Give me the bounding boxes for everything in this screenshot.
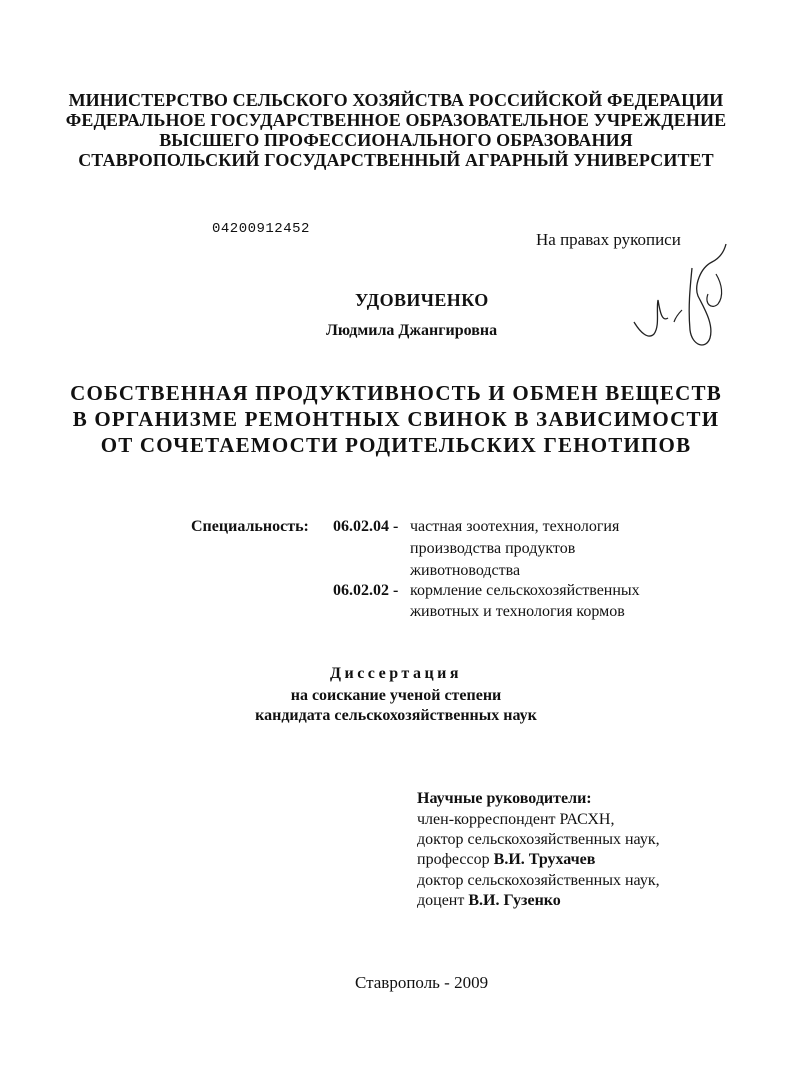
supervisor-2-line (417, 891, 561, 911)
supervisor-2-name: В.И. Гузенко (468, 892, 561, 909)
institution-line-2: ВЫСШЕГО ПРОФЕССИОНАЛЬНОГО ОБРАЗОВАНИЯ (159, 130, 633, 150)
dissertation-heading: Диссертация (329, 665, 463, 682)
specialty-desc-2-line-1: кормление сельскохозяйственных (410, 582, 640, 599)
ministry-line: МИНИСТЕРСТВО СЕЛЬСКОГО ХОЗЯЙСТВА РОССИЙСКОЙ ФЕДЕРАЦИИ (68, 90, 724, 110)
supervisors-heading: Научные руководители: (417, 790, 592, 807)
supervisor-1-degree: доктор сельскохозяйственных наук, (417, 831, 660, 848)
institution-line-1: ФЕДЕРАЛЬНОЕ ГОСУДАРСТВЕННОЕ ОБРАЗОВАТЕЛЬНОЕ УЧРЕЖДЕНИЕ (65, 110, 727, 130)
specialty-desc-1-line-3: животноводства (410, 562, 521, 579)
supervisor-2-rank: доцент (417, 892, 469, 909)
degree-line-3: кандидата сельскохозяйственных наук (255, 707, 537, 724)
specialty-code-1: 06.02.04 - (333, 518, 399, 535)
specialty-code-2: 06.02.02 - (333, 582, 399, 599)
signature (628, 238, 728, 358)
supervisor-1-rank: профессор (417, 851, 494, 868)
author-surname: УДОВИЧЕНКО (355, 290, 489, 310)
specialty-desc-1-line-2: производства продуктов (410, 540, 576, 557)
author-given-names: Людмила Джангировна (326, 322, 498, 339)
supervisor-1-line (417, 850, 595, 870)
university-line: СТАВРОПОЛЬСКИЙ ГОСУДАРСТВЕННЫЙ АГРАРНЫЙ УНИВЕРСИТЕТ (78, 150, 714, 170)
supervisor-1-name: В.И. Трухачев (493, 851, 596, 868)
title-line-3: ОТ СОЧЕТАЕМОСТИ РОДИТЕЛЬСКИХ ГЕНОТИПОВ (100, 433, 692, 457)
supervisor-2-degree: доктор сельскохозяйственных наук, (417, 872, 660, 889)
manuscript-rights-note: На правах рукописи (536, 230, 681, 249)
specialty-desc-1-line-1: частная зоотехния, технология (410, 518, 620, 535)
archive-stamp-number: 04200912452 (212, 221, 310, 237)
title-line-2: В ОРГАНИЗМЕ РЕМОНТНЫХ СВИНОК В ЗАВИСИМОСТИ (72, 407, 720, 431)
city-year: Ставрополь - 2009 (355, 973, 489, 992)
title-line-1: СОБСТВЕННАЯ ПРОДУКТИВНОСТЬ И ОБМЕН ВЕЩЕСТВ (70, 381, 722, 405)
supervisor-1-title: член-корреспондент РАСХН, (417, 811, 615, 828)
degree-line-2: на соискание ученой степени (290, 687, 502, 704)
specialty-label: Специальность: (191, 518, 309, 535)
specialty-desc-2-line-2: животных и технология кормов (410, 603, 625, 620)
